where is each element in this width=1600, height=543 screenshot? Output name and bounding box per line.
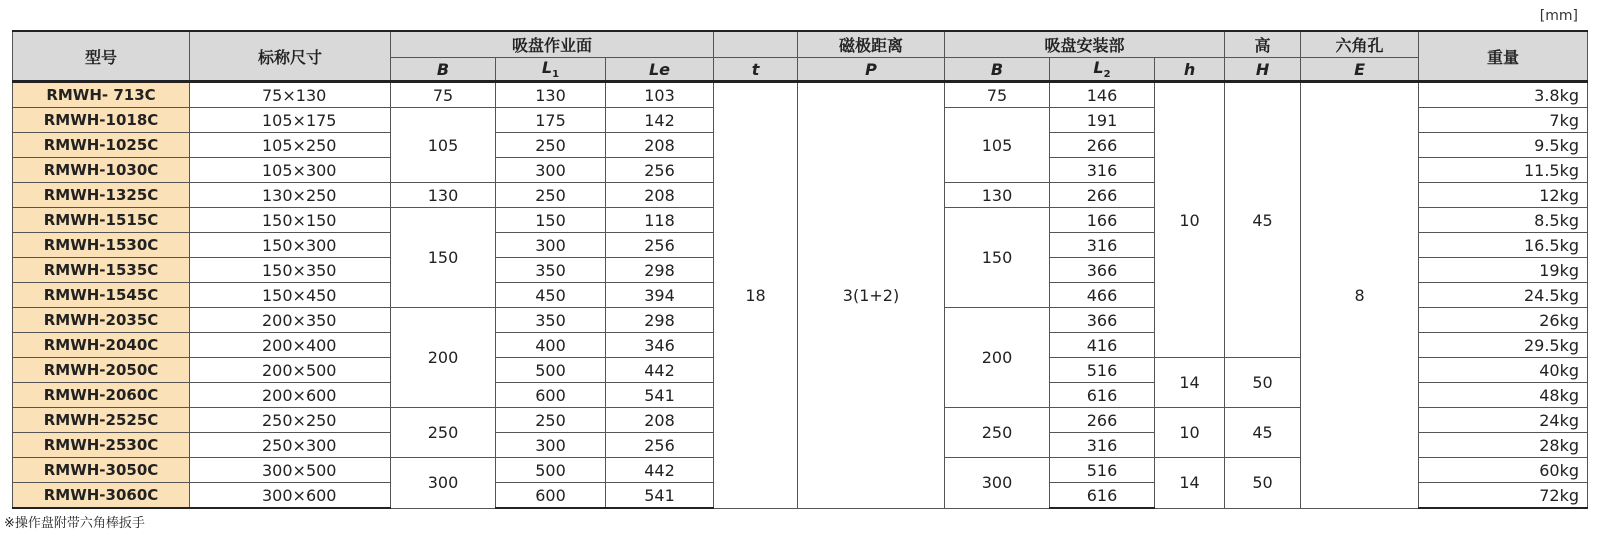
suction-le-cell: 118 xyxy=(606,208,714,233)
footnote: ※操作盘附带六角棒扳手 xyxy=(4,516,145,531)
suction-le-cell: 442 xyxy=(606,358,714,383)
thickness-t-cell: 18 xyxy=(714,82,798,509)
suction-l1-cell: 250 xyxy=(496,133,606,158)
suction-le-cell: 541 xyxy=(606,483,714,509)
model-cell: RMWH-1530C xyxy=(13,233,190,258)
suction-b-cell: 250 xyxy=(391,408,496,458)
nominal-size-cell: 200×600 xyxy=(190,383,391,408)
suction-l1-cell: 300 xyxy=(496,433,606,458)
suction-le-cell: 298 xyxy=(606,258,714,283)
mount-b-cell: 300 xyxy=(945,458,1050,509)
mount-l2-cell: 191 xyxy=(1050,108,1155,133)
header-col-le: Le xyxy=(606,58,714,82)
header-col-l1-sub: 1 xyxy=(552,69,560,81)
header-col-t: t xyxy=(714,58,798,82)
model-cell: RMWH-1545C xyxy=(13,283,190,308)
nominal-size-cell: 200×500 xyxy=(190,358,391,383)
header-col-h-small: h xyxy=(1155,58,1225,82)
header-nominal-size: 标称尺寸 xyxy=(190,31,391,82)
weight-cell: 24kg xyxy=(1419,408,1588,433)
mount-l2-cell: 366 xyxy=(1050,308,1155,333)
nominal-size-cell: 150×150 xyxy=(190,208,391,233)
height-h-cell: 50 xyxy=(1225,458,1301,509)
mount-b-cell: 105 xyxy=(945,108,1050,183)
header-row-1 xyxy=(13,31,1588,58)
model-cell: RMWH-2525C xyxy=(13,408,190,433)
nominal-size-cell: 300×600 xyxy=(190,483,391,509)
mount-l2-cell: 616 xyxy=(1050,383,1155,408)
suction-le-cell: 208 xyxy=(606,408,714,433)
suction-l1-cell: 300 xyxy=(496,233,606,258)
suction-l1-cell: 600 xyxy=(496,383,606,408)
suction-l1-cell: 250 xyxy=(496,183,606,208)
suction-l1-cell: 350 xyxy=(496,308,606,333)
mount-h-cell: 10 xyxy=(1155,82,1225,358)
weight-cell: 9.5kg xyxy=(1419,133,1588,158)
suction-le-cell: 442 xyxy=(606,458,714,483)
model-cell: RMWH-2530C xyxy=(13,433,190,458)
nominal-size-cell: 150×300 xyxy=(190,233,391,258)
mount-l2-cell: 366 xyxy=(1050,258,1155,283)
suction-l1-cell: 130 xyxy=(496,82,606,108)
suction-le-cell: 256 xyxy=(606,233,714,258)
weight-cell: 16.5kg xyxy=(1419,233,1588,258)
suction-le-cell: 256 xyxy=(606,433,714,458)
mount-h-cell: 14 xyxy=(1155,358,1225,408)
weight-cell: 72kg xyxy=(1419,483,1588,509)
mount-l2-cell: 516 xyxy=(1050,458,1155,483)
table-row xyxy=(13,82,1588,108)
model-cell: RMWH-1325C xyxy=(13,183,190,208)
model-cell: RMWH-1535C xyxy=(13,258,190,283)
mount-l2-cell: 166 xyxy=(1050,208,1155,233)
weight-cell: 24.5kg xyxy=(1419,283,1588,308)
suction-l1-cell: 175 xyxy=(496,108,606,133)
header-pole-pitch: 磁极距离 xyxy=(798,31,945,58)
header-col-b1: B xyxy=(391,58,496,82)
model-cell: RMWH-1018C xyxy=(13,108,190,133)
nominal-size-cell: 250×300 xyxy=(190,433,391,458)
header-weight: 重量 xyxy=(1419,31,1588,82)
mount-h-cell: 14 xyxy=(1155,458,1225,509)
nominal-size-cell: 200×400 xyxy=(190,333,391,358)
weight-cell: 28kg xyxy=(1419,433,1588,458)
height-h-cell: 45 xyxy=(1225,408,1301,458)
mount-l2-cell: 266 xyxy=(1050,183,1155,208)
hex-hole-e-cell: 8 xyxy=(1301,82,1419,509)
suction-b-cell: 105 xyxy=(391,108,496,183)
mount-l2-cell: 266 xyxy=(1050,133,1155,158)
suction-le-cell: 208 xyxy=(606,183,714,208)
mount-b-cell: 130 xyxy=(945,183,1050,208)
weight-cell: 7kg xyxy=(1419,108,1588,133)
mount-b-cell: 75 xyxy=(945,82,1050,108)
nominal-size-cell: 105×175 xyxy=(190,108,391,133)
suction-l1-cell: 600 xyxy=(496,483,606,509)
nominal-size-cell: 200×350 xyxy=(190,308,391,333)
mount-l2-cell: 466 xyxy=(1050,283,1155,308)
mount-l2-cell: 616 xyxy=(1050,483,1155,509)
mount-l2-cell: 316 xyxy=(1050,158,1155,183)
nominal-size-cell: 300×500 xyxy=(190,458,391,483)
weight-cell: 29.5kg xyxy=(1419,333,1588,358)
model-cell: RMWH-2060C xyxy=(13,383,190,408)
pole-pitch-cell: 3(1+2) xyxy=(798,82,945,509)
spec-table xyxy=(12,30,1588,509)
suction-b-cell: 300 xyxy=(391,458,496,509)
nominal-size-cell: 105×250 xyxy=(190,133,391,158)
suction-l1-cell: 250 xyxy=(496,408,606,433)
header-blank-t xyxy=(714,31,798,58)
mount-b-cell: 200 xyxy=(945,308,1050,408)
suction-le-cell: 103 xyxy=(606,82,714,108)
suction-b-cell: 130 xyxy=(391,183,496,208)
unit-label: [mm] xyxy=(1539,8,1578,24)
suction-le-cell: 298 xyxy=(606,308,714,333)
weight-cell: 12kg xyxy=(1419,183,1588,208)
mount-l2-cell: 516 xyxy=(1050,358,1155,383)
suction-l1-cell: 300 xyxy=(496,158,606,183)
model-cell: RMWH-3060C xyxy=(13,483,190,509)
header-height: 高 xyxy=(1225,31,1301,58)
nominal-size-cell: 150×450 xyxy=(190,283,391,308)
mount-l2-cell: 316 xyxy=(1050,233,1155,258)
suction-le-cell: 394 xyxy=(606,283,714,308)
height-h-cell: 45 xyxy=(1225,82,1301,358)
weight-cell: 26kg xyxy=(1419,308,1588,333)
suction-l1-cell: 500 xyxy=(496,458,606,483)
suction-l1-cell: 400 xyxy=(496,333,606,358)
nominal-size-cell: 250×250 xyxy=(190,408,391,433)
suction-le-cell: 256 xyxy=(606,158,714,183)
header-col-e: E xyxy=(1301,58,1419,82)
mount-l2-cell: 316 xyxy=(1050,433,1155,458)
mount-b-cell: 250 xyxy=(945,408,1050,458)
header-col-l1-letter: L xyxy=(541,58,553,77)
model-cell: RMWH- 713C xyxy=(13,82,190,108)
suction-l1-cell: 500 xyxy=(496,358,606,383)
weight-cell: 40kg xyxy=(1419,358,1588,383)
suction-l1-cell: 450 xyxy=(496,283,606,308)
nominal-size-cell: 150×350 xyxy=(190,258,391,283)
suction-b-cell: 150 xyxy=(391,208,496,308)
suction-le-cell: 541 xyxy=(606,383,714,408)
suction-le-cell: 208 xyxy=(606,133,714,158)
suction-l1-cell: 350 xyxy=(496,258,606,283)
header-mount-part: 吸盘安装部 xyxy=(945,31,1225,58)
header-col-l2 xyxy=(1050,58,1155,82)
model-cell: RMWH-1515C xyxy=(13,208,190,233)
model-cell: RMWH-2050C xyxy=(13,358,190,383)
suction-le-cell: 142 xyxy=(606,108,714,133)
suction-l1-cell: 150 xyxy=(496,208,606,233)
header-col-p: P xyxy=(798,58,945,82)
header-hex-hole: 六角孔 xyxy=(1301,31,1419,58)
model-cell: RMWH-3050C xyxy=(13,458,190,483)
header-col-l1 xyxy=(496,58,606,82)
header-col-l2-letter: L xyxy=(1093,58,1104,77)
suction-b-cell: 75 xyxy=(391,82,496,108)
model-cell: RMWH-1030C xyxy=(13,158,190,183)
model-cell: RMWH-2035C xyxy=(13,308,190,333)
weight-cell: 11.5kg xyxy=(1419,158,1588,183)
weight-cell: 3.8kg xyxy=(1419,82,1588,108)
header-col-h-big: H xyxy=(1225,58,1301,82)
height-h-cell: 50 xyxy=(1225,358,1301,408)
weight-cell: 8.5kg xyxy=(1419,208,1588,233)
header-col-b2: B xyxy=(945,58,1050,82)
model-cell: RMWH-2040C xyxy=(13,333,190,358)
model-cell: RMWH-1025C xyxy=(13,133,190,158)
suction-b-cell: 200 xyxy=(391,308,496,408)
mount-l2-cell: 416 xyxy=(1050,333,1155,358)
weight-cell: 48kg xyxy=(1419,383,1588,408)
nominal-size-cell: 75×130 xyxy=(190,82,391,108)
header-col-l2-sub: 2 xyxy=(1103,69,1111,81)
mount-h-cell: 10 xyxy=(1155,408,1225,458)
header-model: 型号 xyxy=(13,31,190,82)
weight-cell: 60kg xyxy=(1419,458,1588,483)
mount-b-cell: 150 xyxy=(945,208,1050,308)
suction-le-cell: 346 xyxy=(606,333,714,358)
mount-l2-cell: 146 xyxy=(1050,82,1155,108)
nominal-size-cell: 130×250 xyxy=(190,183,391,208)
header-suction-face: 吸盘作业面 xyxy=(391,31,714,58)
weight-cell: 19kg xyxy=(1419,258,1588,283)
nominal-size-cell: 105×300 xyxy=(190,158,391,183)
mount-l2-cell: 266 xyxy=(1050,408,1155,433)
